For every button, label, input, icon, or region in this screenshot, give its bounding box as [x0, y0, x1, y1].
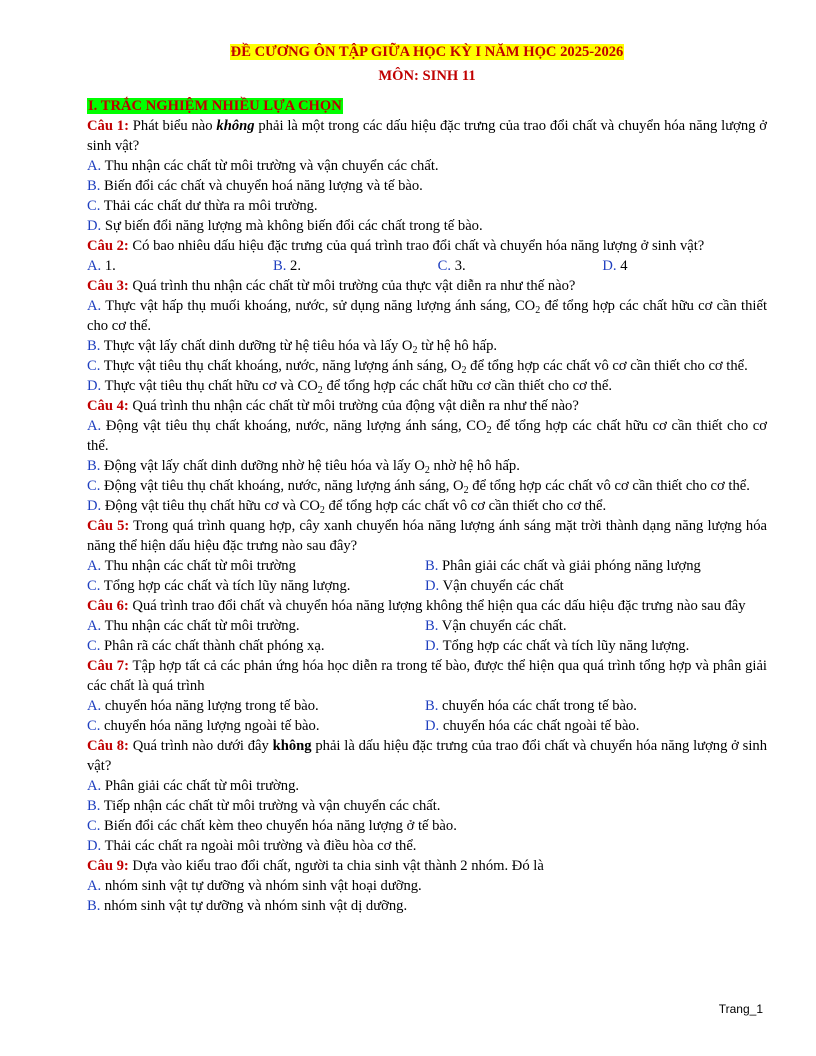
option-a: A. Thu nhận các chất từ môi trường: [87, 558, 296, 574]
option-d: D. chuyển hóa các chất ngoài tế bào.: [425, 718, 640, 734]
option-b: B. Biến đổi các chất và chuyển hoá năng lượng và tế bào.: [87, 178, 423, 194]
option-b: B. Tiếp nhận các chất từ môi trường và vận chuyển các chất.: [87, 798, 441, 814]
document-page: [87, 40, 767, 916]
option-d: D. Động vật tiêu thụ chất hữu cơ và $CO_2$ để tổng hợp các chất vô cơ cần thiết cho cơ thể.: [87, 498, 607, 516]
option-c: C. Tổng hợp các chất và tích lũy năng lượng.: [87, 578, 351, 594]
option-d: D. 4: [602, 258, 628, 274]
question-9: Câu 9: Dựa vào kiểu trao đổi chất, người ta chia sinh vật thành 2 nhóm. Đó là: [87, 858, 544, 874]
options-row: [87, 616, 767, 636]
option-c: C. Biến đổi các chất kèm theo chuyển hóa năng lượng ở tế bào.: [87, 818, 457, 834]
section-heading: I. TRẮC NGHIỆM NHIỀU LỰA CHỌN: [88, 98, 342, 114]
option-a: A. Thu nhận các chất từ môi trường.: [87, 618, 300, 634]
option-b: B. nhóm sinh vật tự dưỡng và nhóm sinh vật dị dưỡng.: [87, 898, 408, 914]
option-c: C. chuyển hóa năng lượng ngoài tế bào.: [87, 718, 320, 734]
options-row: [87, 256, 767, 276]
option-c: C. Thực vật tiêu thụ chất khoáng, nước, năng lượng ánh sáng, $O_2$ để tổng hợp các chất vô cơ cần thiết cho cơ thể.: [87, 358, 748, 376]
option-c: C. 3.: [437, 258, 466, 274]
option-a: A. nhóm sinh vật tự dưỡng và nhóm sinh vật hoại dưỡng.: [87, 878, 422, 894]
option-a: A. Thu nhận các chất từ môi trường và vận chuyển các chất.: [87, 158, 439, 174]
option-a: A. Phân giải các chất từ môi trường.: [87, 778, 300, 794]
option-b: B. 2.: [272, 258, 301, 274]
option-b: B. Phân giải các chất và giải phóng năng lượng: [425, 558, 701, 574]
question-1: Câu 1: Phát biểu nào không phải là một trong các dấu hiệu đặc trưng của trao đổi chất và chuyển hóa năng lượng ở sinh vật?: [87, 118, 768, 154]
option-a: A. Động vật tiêu thụ chất khoáng, nước, năng lượng ánh sáng, $CO_2$ để tổng hợp các chất hữu cơ cần thiết cho cơ thể.: [87, 418, 767, 454]
question-7: Câu 7: Tập hợp tất cả các phản ứng hóa học diễn ra trong tế bào, được thể hiện qua quá trình tổng hợp và phân giải các chất là quá trình: [87, 658, 767, 694]
question-4: Câu 4: Quá trình thu nhận các chất từ môi trường của động vật diễn ra như thế nào?: [87, 398, 579, 414]
option-b: B. Vận chuyển các chất.: [425, 618, 567, 634]
option-b: B. Thực vật lấy chất dinh dưỡng từ hệ tiêu hóa và lấy $O_2$ từ hệ hô hấp.: [87, 338, 498, 356]
option-a: A. chuyển hóa năng lượng trong tế bào.: [87, 698, 319, 714]
page-title: ĐỀ CƯƠNG ÔN TẬP GIỮA HỌC KỲ I NĂM HỌC 2025-2026: [230, 44, 624, 60]
option-b: B. chuyển hóa các chất trong tế bào.: [425, 698, 637, 714]
options-row: [87, 636, 767, 656]
option-d: D. Thực vật tiêu thụ chất hữu cơ và $CO_2$ để tổng hợp các chất hữu cơ cần thiết cho cơ thể.: [87, 378, 612, 396]
page-number: Trang_1: [718, 1002, 763, 1016]
question-3: Câu 3: Quá trình thu nhận các chất từ môi trường của thực vật diễn ra như thế nào?: [87, 278, 576, 294]
option-d: D. Sự biến đổi năng lượng mà không biến đổi các chất trong tế bào.: [87, 218, 483, 234]
option-c: C. Thải các chất dư thừa ra môi trường.: [87, 198, 318, 214]
question-5: Câu 5: Trong quá trình quang hợp, cây xanh chuyển hóa năng lượng ánh sáng mặt trời thành dạng năng lượng hóa năng thể hiện dấu hiệu đặc trưng nào sau đây?: [87, 518, 767, 554]
options-row: [87, 556, 767, 576]
options-row: [87, 576, 767, 596]
options-row: [87, 696, 767, 716]
option-d: D. Thải các chất ra ngoài môi trường và điều hòa cơ thể.: [87, 838, 417, 854]
question-6: Câu 6: Quá trình trao đổi chất và chuyển hóa năng lượng không thể hiện qua các dấu hiệu đặc trưng nào sau đây: [87, 598, 746, 614]
option-a: A. Thực vật hấp thụ muối khoáng, nước, sử dụng năng lượng ánh sáng, $CO_2$ để tổng hợp các chất hữu cơ cần thiết cho cơ thể.: [87, 298, 767, 334]
option-b: B. Động vật lấy chất dinh dưỡng nhờ hệ tiêu hóa và lấy $O_2$ nhờ hệ hô hấp.: [87, 458, 520, 476]
question-2: Câu 2: Có bao nhiêu dấu hiệu đặc trưng của quá trình trao đổi chất và chuyển hóa năng lượng ở sinh vật?: [87, 238, 705, 254]
option-c: C. Động vật tiêu thụ chất khoáng, nước, năng lượng ánh sáng, $O_2$ để tổng hợp các chất vô cơ cần thiết cho cơ thể.: [87, 478, 750, 496]
option-c: C. Phân rã các chất thành chất phóng xạ.: [87, 638, 325, 654]
option-a: A. 1.: [87, 258, 116, 274]
options-row: [87, 716, 767, 736]
option-d: D. Vận chuyển các chất: [425, 578, 564, 594]
question-8: Câu 8: Quá trình nào dưới đây không phải là dấu hiệu đặc trưng của trao đổi chất và chuyển hóa năng lượng ở sinh vật?: [87, 738, 768, 774]
subject-heading: MÔN: SINH 11: [378, 68, 476, 84]
option-d: D. Tổng hợp các chất và tích lũy năng lượng.: [425, 638, 690, 654]
